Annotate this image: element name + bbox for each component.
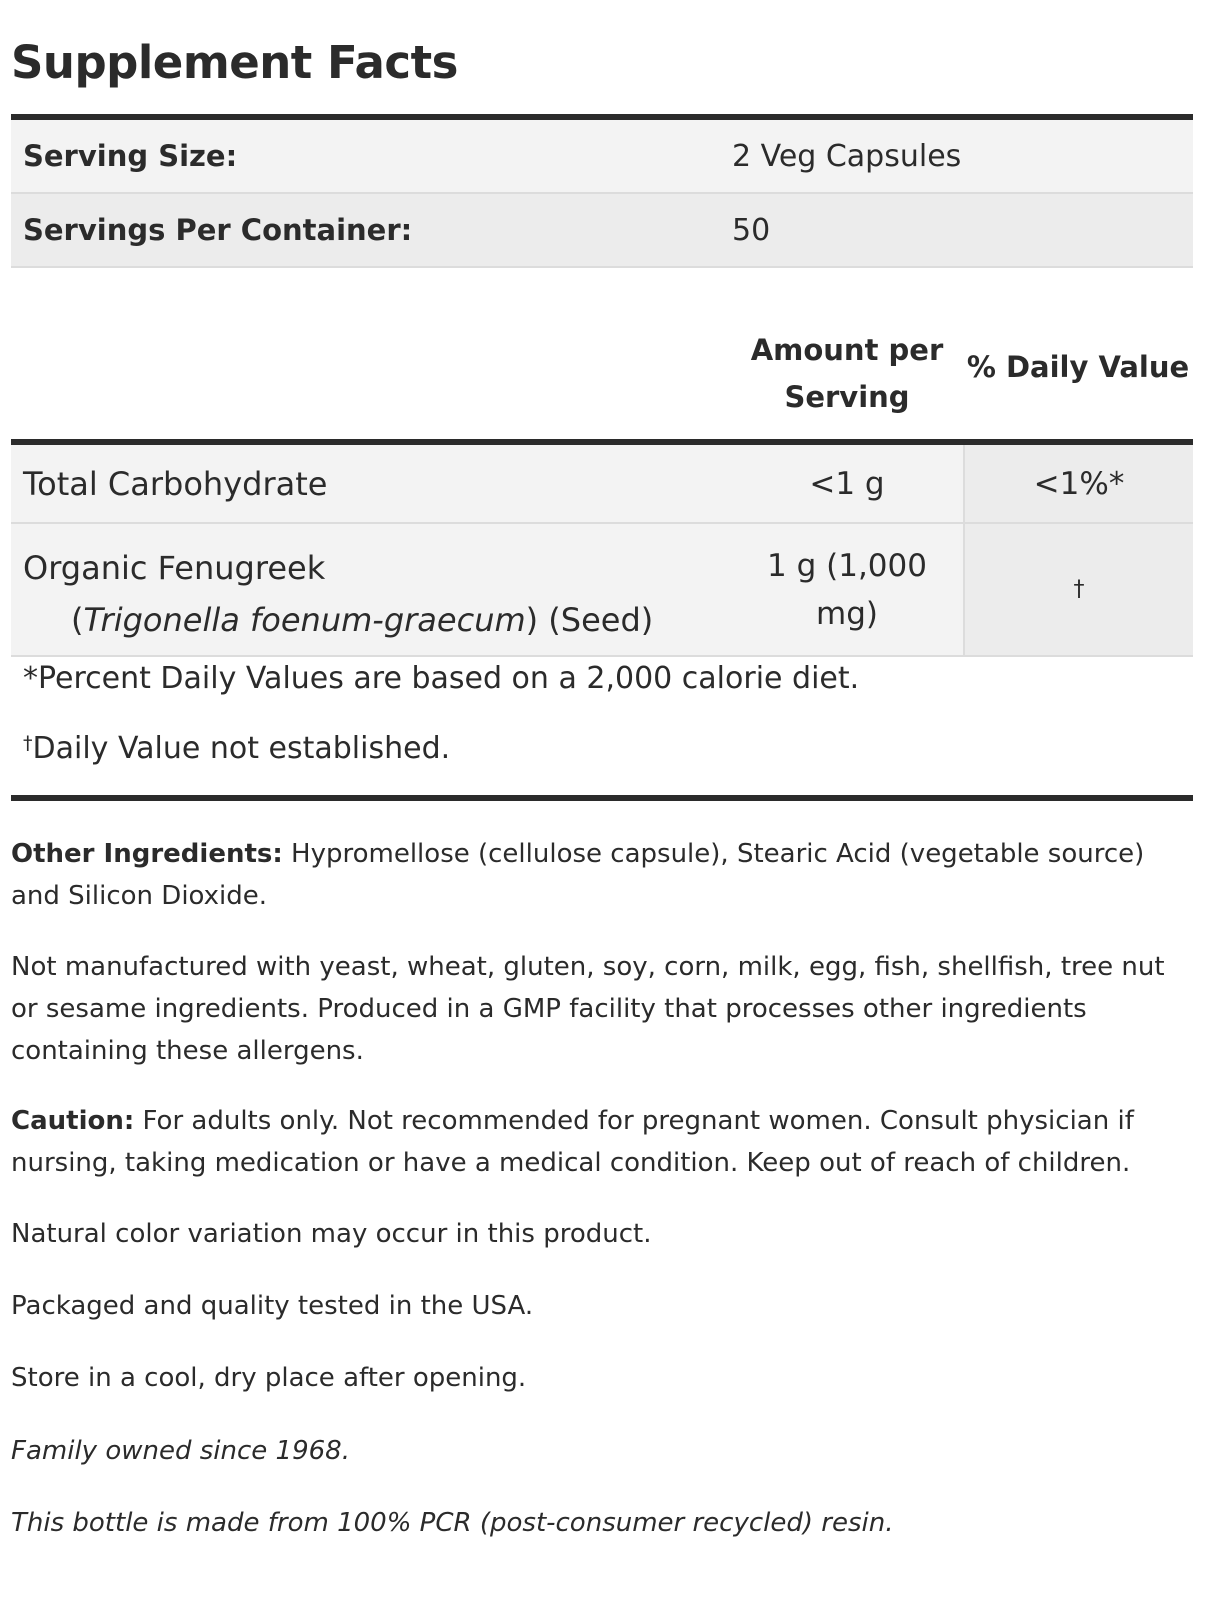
allergen-note: Not manufactured with yeast, wheat, gluten, soy, corn, milk, egg, fish, shellfish, tree nut or sesame ingredients. Produced in a GMP facility that processes other ingredients containing these allergens.: [11, 952, 1165, 1066]
daily-value-header: % Daily Value: [966, 350, 1190, 384]
page-title: Supplement Facts: [11, 36, 458, 89]
botanical-open-paren: (: [71, 601, 84, 639]
nutrient-daily-value: †: [963, 524, 1193, 655]
nutrient-name: Organic Fenugreek: [23, 549, 326, 587]
nutrient-table-header: [11, 322, 1193, 439]
servings-per-container-value: 50: [732, 212, 771, 248]
nutrient-name: Total Carbohydrate: [11, 445, 731, 522]
caution-label: Caution:: [11, 1106, 135, 1136]
nutrient-amount-line2: mg): [816, 596, 878, 632]
servings-per-container-row: [11, 194, 1193, 268]
amount-header-line2: Serving: [784, 380, 910, 414]
caution-note: [11, 1100, 1193, 1184]
other-ingredients-text: Hypromellose (cellulose capsule), Stearic Acid (vegetable source) and Silicon Dioxide.: [11, 839, 1145, 911]
serving-size-label: Serving Size:: [23, 139, 238, 173]
serving-size-value: 2 Veg Capsules: [732, 138, 962, 174]
table-footnotes: [11, 649, 1193, 801]
dagger-symbol: †: [23, 732, 33, 754]
serving-info-table: [11, 114, 1193, 268]
color-variation-note: Natural color variation may occur in this product.: [11, 1219, 652, 1249]
other-ingredients: [11, 833, 1193, 917]
nutrient-amount: <1 g: [731, 445, 963, 522]
botanical-latin-name: Trigonella foenum-graecum: [83, 601, 526, 639]
nutrient-daily-value: <1%*: [963, 445, 1193, 522]
daily-value-not-established-note: [23, 731, 450, 766]
servings-per-container-label: Servings Per Container:: [23, 213, 413, 247]
table-row: [11, 524, 1193, 657]
caution-text: For adults only. Not recommended for pregnant women. Consult physician if nursing, taking medication or have a medical condition. Keep out of reach of children.: [11, 1106, 1134, 1178]
nutrient-amount-line1: 1 g (1,000: [767, 548, 927, 584]
amount-header-line1: Amount per: [750, 333, 944, 367]
nutrient-table: [11, 439, 1193, 657]
table-row: [11, 445, 1193, 524]
nutrient-amount-cell: [731, 524, 963, 655]
bottle-recycled-note: This bottle is made from 100% PCR (post-consumer recycled) resin.: [11, 1508, 894, 1538]
dagger-note-text: Daily Value not established.: [32, 731, 451, 766]
family-owned-note: Family owned since 1968.: [11, 1436, 350, 1466]
nutrient-name-cell: [11, 524, 731, 655]
nutrient-botanical-name: [23, 594, 731, 646]
serving-size-row: [11, 120, 1193, 194]
storage-note: Store in a cool, dry place after opening.: [11, 1363, 527, 1393]
amount-per-serving-header: [731, 327, 963, 421]
percent-daily-values-note: *Percent Daily Values are based on a 2,000 calorie diet.: [23, 661, 860, 696]
botanical-part: ) (Seed): [525, 601, 654, 639]
other-ingredients-label: Other Ingredients:: [11, 839, 283, 869]
packaged-note: Packaged and quality tested in the USA.: [11, 1291, 534, 1321]
